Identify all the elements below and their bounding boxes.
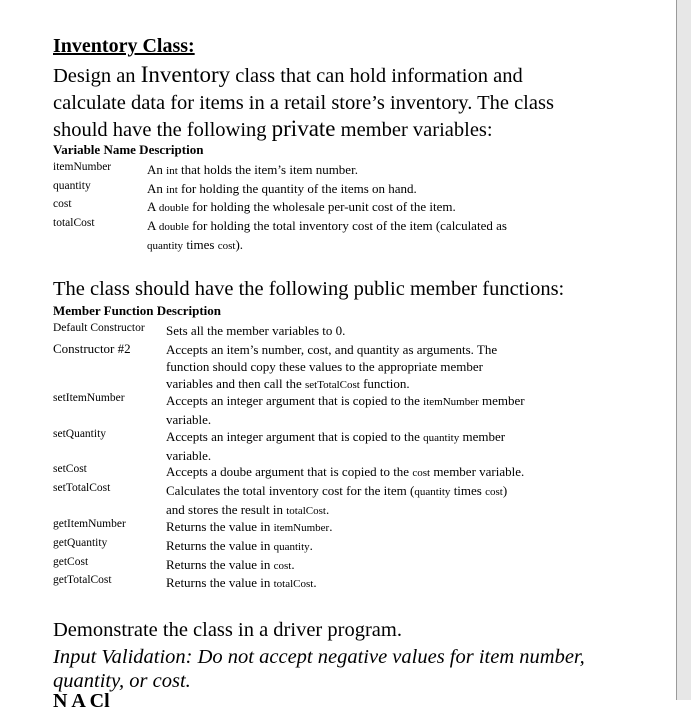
func-desc: Returns the value in cost.: [166, 557, 295, 572]
var-name: itemNumber: [53, 161, 112, 173]
var-desc: An int that holds the item’s item number.: [147, 162, 358, 177]
func-name: getQuantity: [53, 537, 108, 549]
functions-header: Member Function Description: [53, 303, 222, 318]
intro-private-word: private: [271, 116, 336, 141]
func-name: getItemNumber: [53, 518, 126, 530]
var-name: cost: [53, 198, 72, 210]
func-name: setQuantity: [53, 428, 107, 440]
intro-class-name: Inventory: [140, 62, 231, 87]
intro-text: Design an: [53, 65, 141, 87]
func-name: setItemNumber: [53, 392, 125, 404]
func-name: Default Constructor: [53, 322, 145, 334]
cut-off-heading: N A Cl: [53, 690, 110, 712]
func-desc: Accepts an item’s number, cost, and quantity as arguments. The function should copy these values to the appropriate member variables and then call the setTotalCost function.: [166, 342, 498, 391]
var-desc: A double for holding the wholesale per-unit cost of the item.: [147, 199, 456, 214]
page-title: Inventory Class:: [53, 35, 195, 57]
var-desc: A double for holding the total inventory cost of the item (calculated as quantity times cost).: [147, 218, 507, 252]
intro-text: should have the following: [53, 119, 272, 141]
func-desc: Accepts an integer argument that is copied to the itemNumber member variable.: [166, 393, 525, 427]
var-desc: An int for holding the quantity of the items on hand.: [147, 181, 417, 196]
func-desc: Returns the value in totalCost.: [166, 575, 317, 590]
func-name: getTotalCost: [53, 574, 112, 586]
page-shadow: [677, 0, 691, 700]
func-desc: Returns the value in quantity.: [166, 538, 313, 553]
intro-text: member variables:: [335, 119, 493, 141]
func-name: setTotalCost: [53, 482, 111, 494]
functions-intro: The class should have the following public member functions:: [53, 278, 565, 300]
func-name: Constructor #2: [53, 341, 131, 356]
func-desc: Accepts a doube argument that is copied to the cost member variable.: [166, 464, 525, 479]
var-name: quantity: [53, 180, 91, 192]
func-name: setCost: [53, 463, 87, 475]
intro-text: class that can hold information and: [230, 65, 523, 87]
func-desc: Sets all the member variables to 0.: [166, 323, 346, 338]
func-desc: Calculates the total inventory cost for the item (quantity times cost) and stores the result in totalCost.: [166, 483, 508, 517]
func-name: getCost: [53, 556, 89, 568]
demo-instruction: Demonstrate the class in a driver program.: [53, 619, 402, 641]
input-validation: Input Validation: Do not accept negative values for item number, quantity, or cost.: [53, 646, 585, 692]
var-name: totalCost: [53, 217, 95, 229]
func-desc: Returns the value in itemNumber.: [166, 519, 333, 534]
variables-header: Variable Name Description: [53, 142, 204, 157]
func-desc: Accepts an integer argument that is copied to the quantity member variable.: [166, 429, 506, 463]
intro-text: calculate data for items in a retail store’s inventory. The class: [53, 91, 554, 114]
intro-paragraph: [53, 62, 613, 144]
